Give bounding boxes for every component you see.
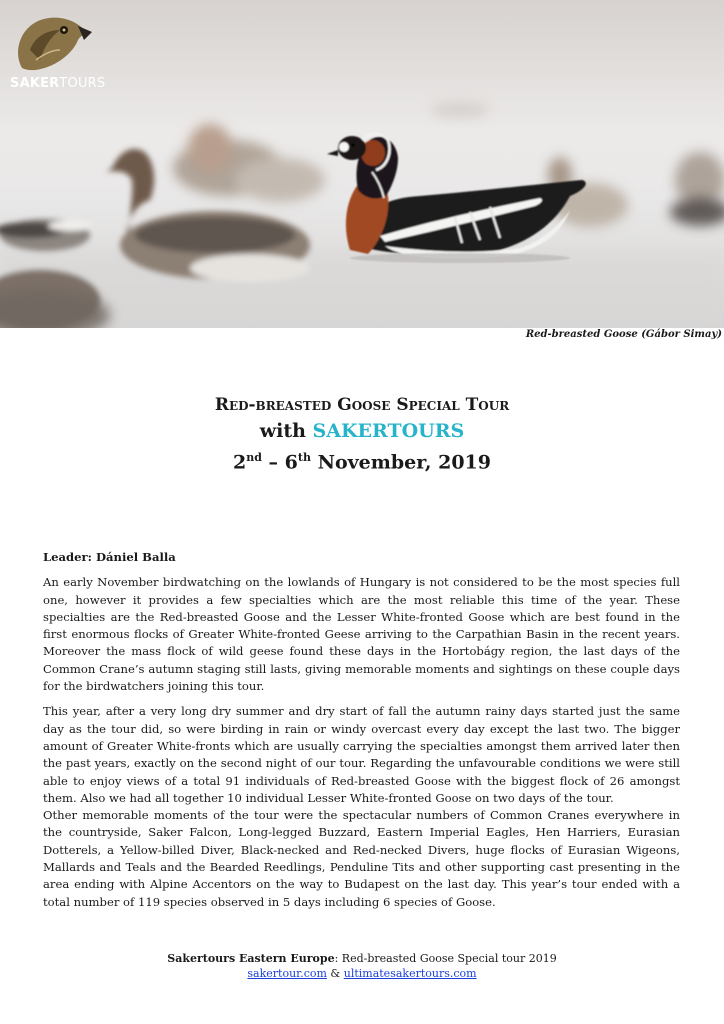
logo-wordmark: SAKERTOURS	[10, 76, 106, 91]
paragraph-conditions: This year, after a very long dry summer and dry start of fall the autumn rainy days started just the same day as the tour did, so were birding in rain or windy overcast every day except the last two. The bigger amount of Greater White-fronts which are usually carrying the specialties amongst them arrived later then the past years, exactly on the second night of our tour. Regarding the unfavourable conditions we were still able to enjoy views of a total 91 individuals of Red-breasted Goose with the biggest flock of 26 amongst them. Also we had all together 10 individual Lesser White-fronted Goose on two days of the tour.	[43, 704, 680, 805]
header-photo	[0, 0, 724, 328]
footer-desc: : Red-breasted Goose Special tour 2019	[334, 952, 557, 965]
goose-photo	[0, 0, 724, 328]
tour-dates: 2nd – 6th November, 2019	[233, 451, 491, 474]
brand-name: SAKERTOURS	[312, 420, 465, 442]
report-body	[43, 549, 680, 911]
footer-org: Sakertours Eastern Europe	[167, 952, 335, 965]
link-ultimatesakertours[interactable]: ultimatesakertours.com	[343, 967, 477, 980]
title-line-1: Red-breasted Goose Special Tour	[214, 395, 510, 415]
page-footer: Sakertours Eastern Europe: Red-breasted Goose Special tour 2019 sakertour.com & ultimatesakertours.com	[167, 952, 557, 980]
photo-caption: Red-breasted Goose (Gábor Simay)	[525, 329, 722, 340]
link-sakertour[interactable]: sakertour.com	[247, 967, 327, 980]
title-line-2: with SAKERTOURS	[259, 420, 465, 442]
paragraph-highlights: Other memorable moments of the tour were the spectacular numbers of Common Cranes everywhere in the countryside, Saker Falcon, Long-legged Buzzard, Eastern Imperial Eagles, Hen Harriers, Eurasian Dotterels, a Yellow-billed Diver, Black-necked and Red-necked Divers, huge flocks of Eurasian Wigeons, Mallards and Teals and the Bearded Reedlings, Penduline Tits and other supporting cast presenting in the area ending with Alpine Accentors on the way to Budapest on the last day. This year’s tour ended with a total number of 119 species observed in 5 days including 6 species of Goose.	[43, 808, 680, 909]
tour-leader: Leader: Dániel Balla	[43, 550, 176, 564]
paragraph-intro: An early November birdwatching on the lowlands of Hungary is not considered to be the most species full one, however it provides a few specialties which are the most reliable this time of the year. These specialties are the Red-breasted Goose and the Lesser White-fronted Goose which are best found in the first enormous flocks of Greater White-fronted Geese arriving to the Carpathian Basin in the recent years. Moreover the mass flock of wild geese found these days in the Hortobágy region, the last days of the Common Crane’s autumn staging still lasts, giving memorable moments and sightings on these couple days for the birdwatchers joining this tour.	[43, 575, 680, 694]
tour-title	[0, 392, 724, 476]
